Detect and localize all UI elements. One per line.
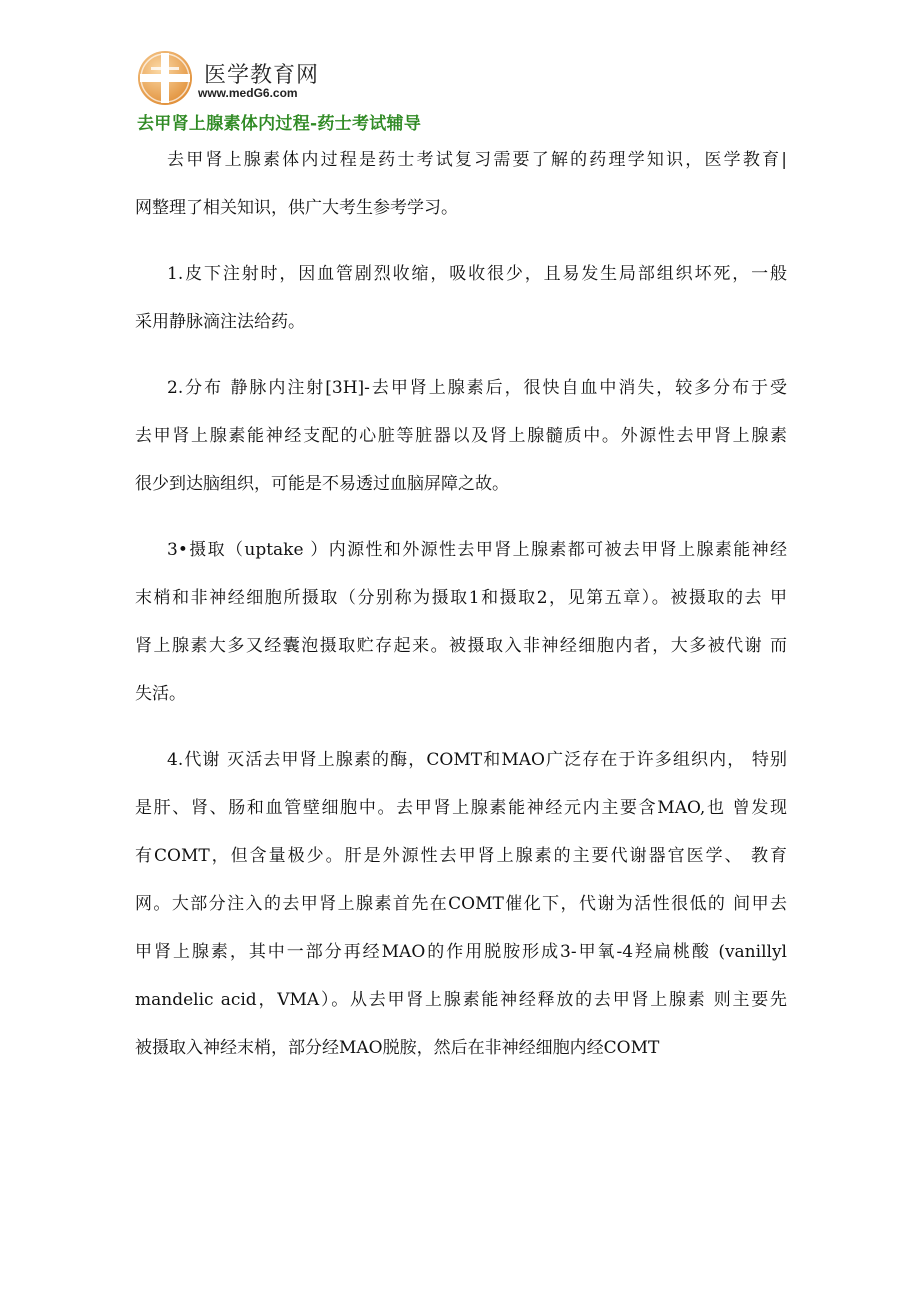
paragraph-line: 末梢和非神经细胞所摄取（分别称为摄取1和摄取2，见第五章）。被摄取的去 甲 xyxy=(135,588,787,608)
paragraph-line: 失活。 xyxy=(135,684,186,704)
paragraph-line: 4.代谢 灭活去甲肾上腺素的酶，COMT和MAO广泛存在于许多组织内， 特别 xyxy=(167,750,787,770)
paragraph-line: 采用静脉滴注法给药。 xyxy=(135,312,305,332)
site-name: 医学教育网 xyxy=(204,63,320,88)
paragraph xyxy=(135,136,787,232)
paragraph-line: 去甲肾上腺素体内过程是药士考试复习需要了解的药理学知识，医学教育| xyxy=(167,150,787,170)
paragraph-line: 网整理了相关知识，供广大考生参考学习。 xyxy=(135,198,458,218)
paragraph-line: 网。大部分注入的去甲肾上腺素首先在COMT催化下，代谢为活性很低的 间甲去 xyxy=(135,894,787,914)
paragraph xyxy=(135,736,787,1072)
paragraph-line: mandelic acid，VMA）。从去甲肾上腺素能神经释放的去甲肾上腺素 则主要先 xyxy=(135,990,787,1010)
site-logo-icon xyxy=(137,50,193,106)
paragraph xyxy=(135,526,787,718)
site-url[interactable]: www.medG6.com xyxy=(198,86,298,100)
document-body xyxy=(135,136,787,1090)
paragraph-line: 是肝、肾、肠和血管壁细胞中。去甲肾上腺素能神经元内主要含MAO,也 曾发现 xyxy=(135,798,787,818)
paragraph xyxy=(135,250,787,346)
paragraph-line: 3•摄取（uptake ）内源性和外源性去甲肾上腺素都可被去甲肾上腺素能神经 xyxy=(167,540,787,560)
paragraph-line: 很少到达脑组织，可能是不易透过血脑屏障之故。 xyxy=(135,474,509,494)
paragraph-line: 1.皮下注射时，因血管剧烈收缩，吸收很少，且易发生局部组织坏死，一般 xyxy=(167,264,787,284)
paragraph xyxy=(135,364,787,508)
paragraph-line: 去甲肾上腺素能神经支配的心脏等脏器以及肾上腺髓质中。外源性去甲肾上腺素 xyxy=(135,426,787,446)
paragraph-line: 肾上腺素大多又经囊泡摄取贮存起来。被摄取入非神经细胞内者，大多被代谢 而 xyxy=(135,636,787,656)
paragraph-line: 甲肾上腺素，其中一部分再经MAO的作用脱胺形成3-甲氧-4羟扁桃酸 (vanillyl xyxy=(135,942,787,962)
document-title: 去甲肾上腺素体内过程-药士考试辅导 xyxy=(137,114,422,134)
paragraph-line: 被摄取入神经末梢，部分经MAO脱胺，然后在非神经细胞内经COMT xyxy=(135,1038,660,1058)
paragraph-line: 有COMT，但含量极少。肝是外源性去甲肾上腺素的主要代谢器官医学、 教育 xyxy=(135,846,787,866)
paragraph-line: 2.分布 静脉内注射[3H]-去甲肾上腺素后，很快自血中消失，较多分布于受 xyxy=(167,378,787,398)
